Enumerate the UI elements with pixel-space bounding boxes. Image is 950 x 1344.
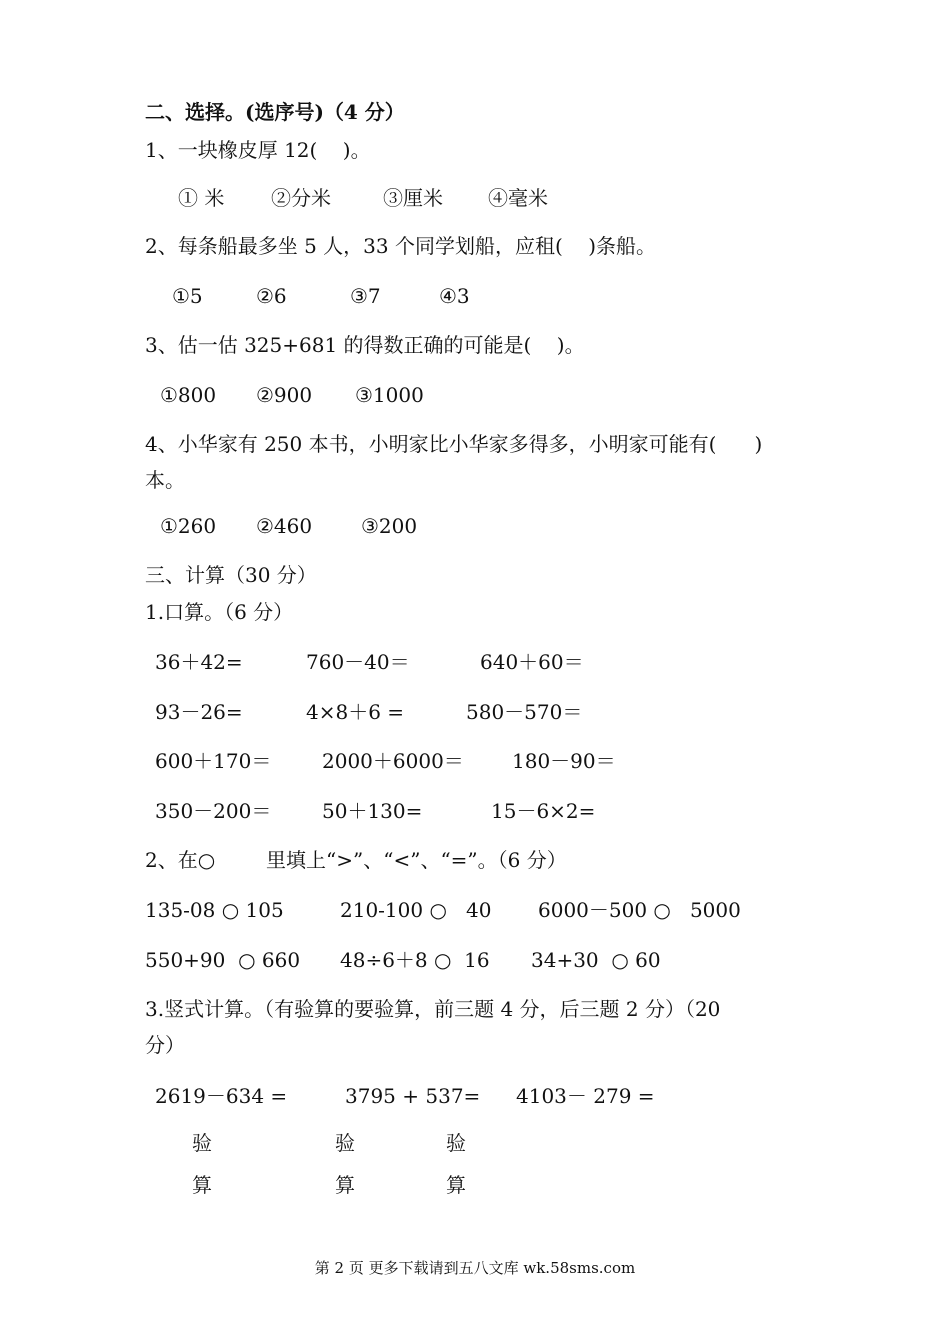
question-1: 1、一块橡皮厚 12( )。 — [145, 138, 371, 162]
oral-item: 93－26= — [155, 700, 243, 724]
check-label-top: 验 — [446, 1131, 466, 1155]
q2-option-3: ③7 — [350, 284, 381, 308]
oral-item: 600＋170＝ — [155, 749, 272, 773]
oral-item: 350－200＝ — [155, 799, 272, 823]
q3-option-3: ③1000 — [355, 383, 424, 407]
q2-option-1: ①5 — [172, 284, 203, 308]
vertical-problem: 4103－ 279 = — [516, 1084, 655, 1108]
compare-title: 2、在○ 里填上“>”、“<”、“=”。（6 分） — [145, 848, 567, 872]
q4-option-2: ②460 — [256, 514, 313, 538]
vertical-calc-title: 3.竖式计算。（有验算的要验算，前三题 4 分，后三题 2 分）（20 — [145, 997, 721, 1021]
vertical-calc-title-cont: 分） — [145, 1033, 185, 1057]
oral-item: 2000＋6000＝ — [322, 749, 464, 773]
compare-item: 6000－500 ○ 5000 — [538, 898, 741, 922]
oral-item: 180－90＝ — [512, 749, 616, 773]
compare-item: 48÷6＋8 ○ 16 — [340, 948, 490, 972]
check-label-bottom: 算 — [335, 1173, 355, 1197]
section2-heading: 二、选择。(选序号)（4 分） — [145, 100, 405, 124]
q4-option-1: ①260 — [160, 514, 217, 538]
q3-option-1: ①800 — [160, 383, 217, 407]
question-4-line2: 本。 — [145, 468, 185, 492]
oral-item: 640＋60＝ — [480, 650, 584, 674]
q1-option-1: ① 米 — [178, 186, 225, 210]
q1-option-3: ③厘米 — [383, 186, 443, 210]
compare-item: 210-100 ○ 40 — [340, 898, 492, 922]
check-label-top: 验 — [335, 1131, 355, 1155]
compare-item: 550+90 ○ 660 — [145, 948, 301, 972]
vertical-problem: 2619－634 = — [155, 1084, 288, 1108]
compare-item: 135-08 ○ 105 — [145, 898, 284, 922]
section3-heading: 三、计算（30 分） — [145, 563, 317, 587]
q1-option-4: ④毫米 — [488, 186, 548, 210]
oral-calc-title: 1.口算。（6 分） — [145, 600, 294, 624]
compare-item: 34+30 ○ 60 — [531, 948, 661, 972]
oral-item: 50＋130= — [322, 799, 423, 823]
oral-item: 36＋42= — [155, 650, 243, 674]
question-2: 2、每条船最多坐 5 人，33 个同学划船，应租( )条船。 — [145, 234, 657, 258]
oral-item: 760－40＝ — [306, 650, 410, 674]
page-footer: 第 2 页 更多下载请到五八文库 wk.58sms.com — [314, 1259, 636, 1277]
q3-option-2: ②900 — [256, 383, 313, 407]
oral-item: 4×8＋6 = — [306, 700, 405, 724]
q2-option-4: ④3 — [439, 284, 470, 308]
q1-option-2: ②分米 — [271, 186, 331, 210]
check-label-bottom: 算 — [446, 1173, 466, 1197]
check-label-bottom: 算 — [192, 1173, 212, 1197]
question-4-line1: 4、小华家有 250 本书，小明家比小华家多得多，小明家可能有( ) — [145, 432, 763, 456]
vertical-problem: 3795 + 537= — [345, 1084, 481, 1108]
question-3: 3、估一估 325+681 的得数正确的可能是( )。 — [145, 333, 585, 357]
q2-option-2: ②6 — [256, 284, 287, 308]
q4-option-3: ③200 — [361, 514, 418, 538]
oral-item: 15－6×2= — [491, 799, 596, 823]
check-label-top: 验 — [192, 1131, 212, 1155]
oral-item: 580－570＝ — [466, 700, 583, 724]
